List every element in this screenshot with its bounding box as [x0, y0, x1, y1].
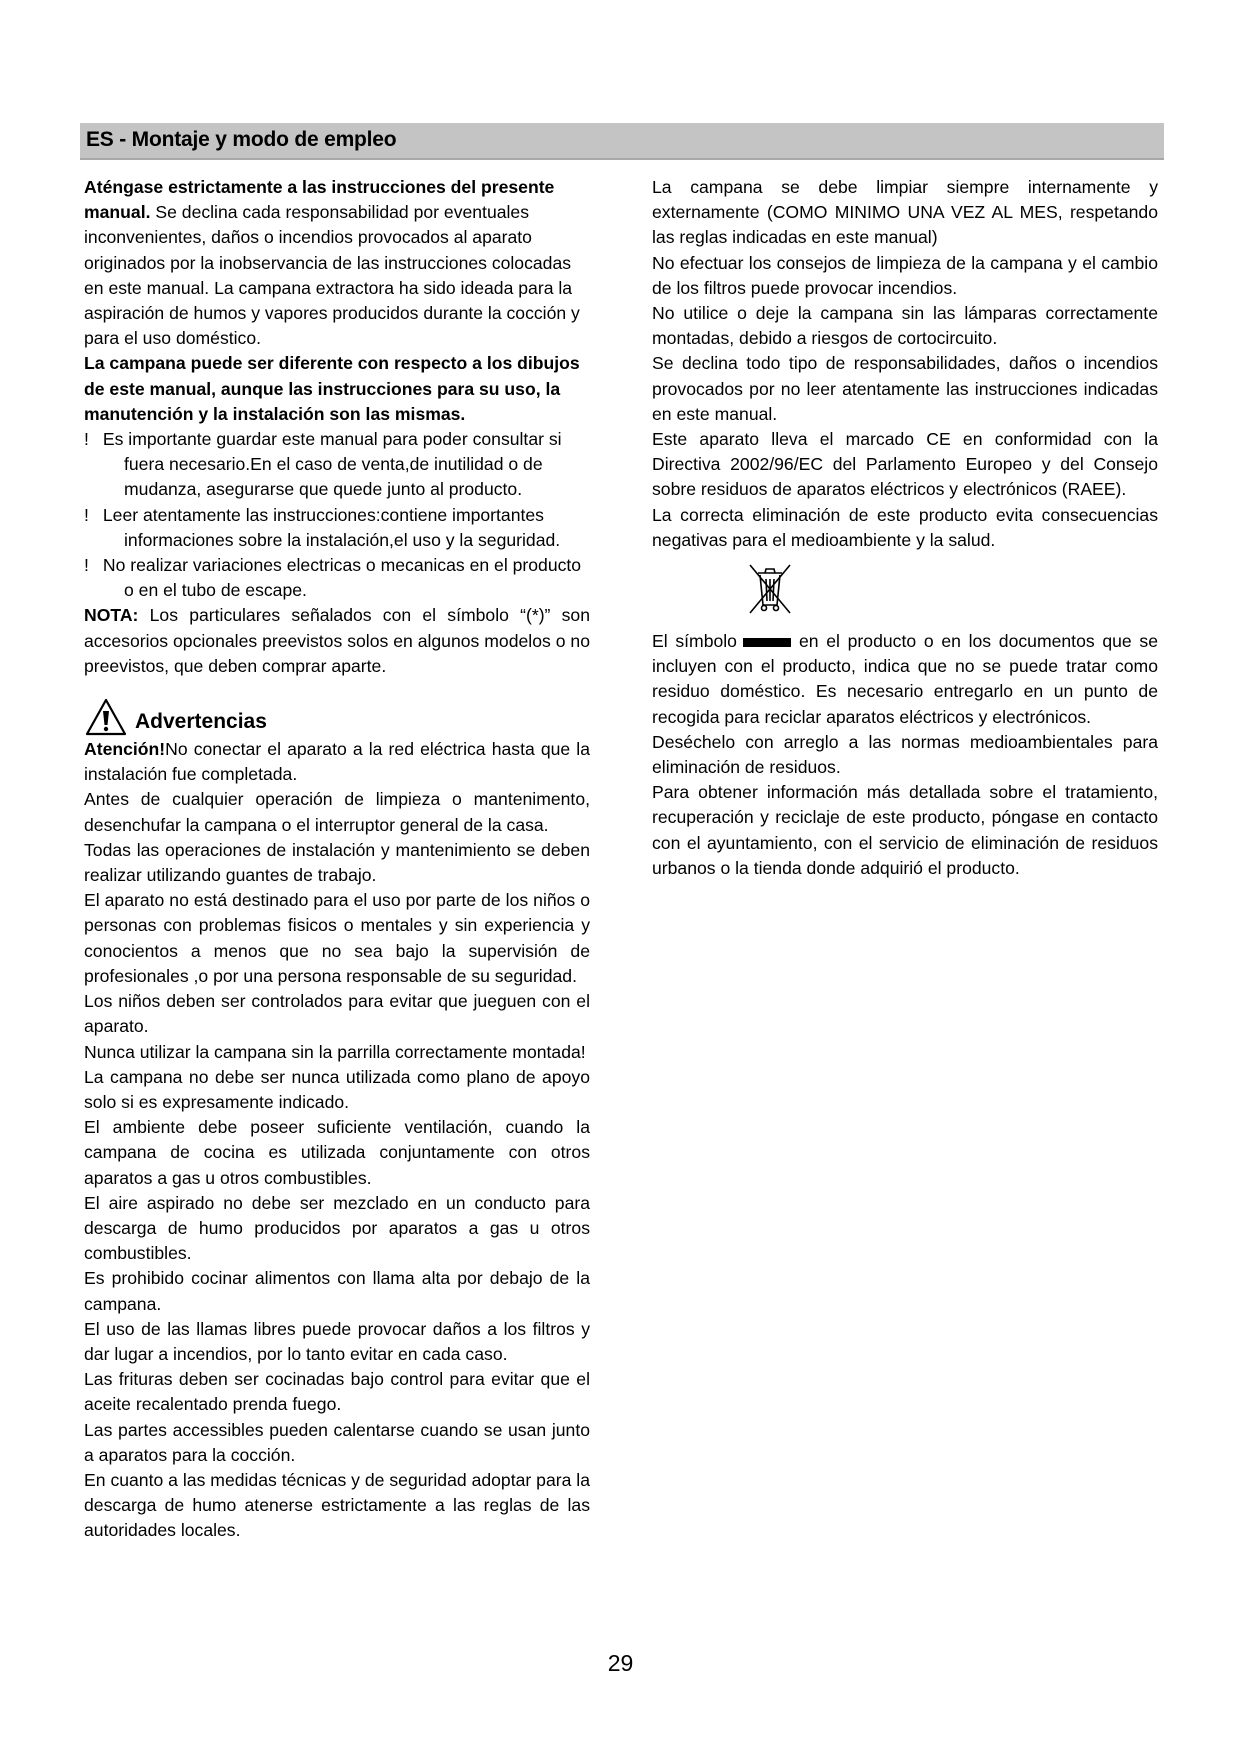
warning-paragraph: El aire aspirado no debe ser mezclado en un conducto para descarga de humo producidos por aparatos a gas u otros combustibles.	[84, 1192, 590, 1264]
symbol-before: El símbolo	[652, 631, 737, 652]
intro-paragraph	[84, 175, 590, 351]
symbol-after: en el producto o en los documentos que se incluyen con el producto, indica que no se puede tratar como residuo doméstico. Es necesario entregarlo en un punto de recogida para reciclar aparatos eléctricos y electrónicos.	[652, 631, 1159, 727]
bullet-item	[84, 553, 590, 603]
warning-paragraph: La campana no debe ser nunca utilizada como plano de apoyo solo si es expresamente indicado.	[84, 1066, 590, 1112]
nota-paragraph	[84, 603, 590, 679]
page-number: 29	[607, 1650, 634, 1676]
atencion-paragraph	[84, 737, 590, 787]
warning-triangle-icon	[84, 697, 128, 737]
bullet-item	[84, 427, 590, 503]
info-paragraph: No efectuar los consejos de limpieza de la campana y el cambio de los filtros puede provocar incendios.	[652, 252, 1158, 298]
atencion-text: No conectar el aparato a la red eléctrica hasta que la instalación fue completada.	[84, 739, 590, 785]
info-paragraph: No utilice o deje la campana sin las lámparas correctamente montadas, debido a riesgos de cortocircuito.	[652, 303, 1158, 349]
info-paragraph: Este aparato lleva el marcado CE en conformidad con la Directiva 2002/96/EC del Parlamento Europeo y del Consejo sobre residuos de aparatos eléctricos y electrónicos (RAEE).	[652, 429, 1158, 500]
warning-paragraph: Los niños deben ser controlados para evitar que jueguen con el aparato.	[84, 991, 590, 1037]
nota-label: NOTA:	[84, 605, 139, 626]
intro-rest: Se declina cada responsabilidad por eventuales inconvenientes, daños o incendios provocados al aparato originados por la inobservancia de las instrucciones colocadas en este manual. La campana extractora ha sido ideada para la aspiración de humos y vapores producidos durante la cocción y para el uso doméstico.	[84, 202, 580, 349]
warning-paragraph: El ambiente debe poseer suficiente ventilación, cuando la campana de cocina es utilizada conjuntamente con otros aparatos a gas u otros combustibles.	[84, 1117, 590, 1188]
bullet-text: Es importante guardar este manual para poder consultar si fuera necesario.En el caso de venta,de inutilidad o de mudanza, asegurarse que quede junto al producto.	[102, 429, 562, 500]
advertencias-heading	[84, 697, 590, 737]
info-paragraph: Se declina todo tipo de responsabilidades, daños o incendios provocados por no leer atentamente las instrucciones indicadas en este manual.	[652, 353, 1158, 424]
info-paragraph: Para obtener información más detallada sobre el tratamiento, recuperación y reciclaje de este producto, póngase en contacto con el ayuntamiento, con el servicio de eliminación de residuos urbanos o la tienda donde adquirió el producto.	[652, 782, 1158, 878]
left-column	[84, 175, 590, 1544]
warning-paragraph: Todas las operaciones de instalación y mantenimiento se deben realizar utilizando guantes de trabajo.	[84, 839, 590, 886]
warning-paragraph: Las partes accessibles pueden calentarse cuando se usan junto a aparatos para la cocción.	[84, 1419, 590, 1465]
black-bar-symbol-icon	[743, 638, 791, 647]
warning-paragraph: El uso de las llamas libres puede provocar daños a los filtros y dar lugar a incendios, por lo tanto evitar en cada caso.	[84, 1318, 590, 1364]
exclamation-mark: !	[84, 504, 89, 525]
warning-paragraph: El aparato no está destinado para el uso por parte de los niños o personas con problemas fisicos o mentales y sin experiencia y conocientos a menos que no sea bajo la supervisión de profesionales ,o por una persona responsable de su seguridad.	[84, 890, 590, 986]
right-column	[652, 175, 1158, 881]
section-header-bar	[80, 123, 1164, 160]
warning-paragraph: Es prohibido cocinar alimentos con llama alta por debajo de la campana.	[84, 1268, 590, 1314]
bold-notice: La campana puede ser diferente con respecto a los dibujos de este manual, aunque las instrucciones para su uso, la manutención y la instalación son las mismas.	[84, 353, 580, 424]
bullet-text: No realizar variaciones electricas o mecanicas en el producto o en el tubo de escape.	[102, 555, 582, 601]
warning-paragraph: Nunca utilizar la campana sin la parrilla correctamente montada!	[84, 1041, 586, 1062]
crossed-out-bin-icon	[744, 559, 796, 619]
exclamation-mark: !	[84, 429, 89, 450]
exclamation-mark: !	[84, 555, 89, 576]
info-paragraph: La correcta eliminación de este producto evita consecuencias negativas para el medioambiente y la salud.	[652, 504, 1158, 550]
warning-paragraph: En cuanto a las medidas técnicas y de seguridad adoptar para la descarga de humo atenerse estrictamente a las reglas de las autoridades locales.	[84, 1469, 590, 1541]
warning-paragraph: Las frituras deben ser cocinadas bajo control para evitar que el aceite recalentado prenda fuego.	[84, 1369, 590, 1415]
weee-symbol-block	[652, 559, 1158, 621]
nota-text: Los particulares señalados con el símbolo “(*)” son accesorios opcionales preevistos solos en algunos modelos o no preevistos, que deben comprar aparte.	[84, 605, 590, 676]
intro-bold: Aténgase estrictamente a las instrucciones del presente manual.	[84, 177, 555, 223]
bullet-item	[84, 503, 590, 553]
atencion-label: Atención!	[84, 739, 166, 760]
info-paragraph: Deséchelo con arreglo a las normas medioambientales para eliminación de residuos.	[652, 731, 1158, 778]
symbol-paragraph	[652, 629, 1158, 730]
warning-paragraph: Antes de cualquier operación de limpieza o mantenimento, desenchufar la campana o el interruptor general de la casa.	[84, 789, 590, 835]
info-paragraph: La campana se debe limpiar siempre internamente y externamente (COMO MINIMO UNA VEZ AL MES, respetando las reglas indicadas en este manual)	[652, 177, 1158, 248]
advertencias-title: Advertencias	[135, 710, 267, 734]
section-title: ES - Montaje y modo de empleo	[86, 128, 397, 151]
bullet-text: Leer atentamente las instrucciones:contiene importantes informaciones sobre la instalación,el uso y la seguridad.	[102, 504, 561, 550]
